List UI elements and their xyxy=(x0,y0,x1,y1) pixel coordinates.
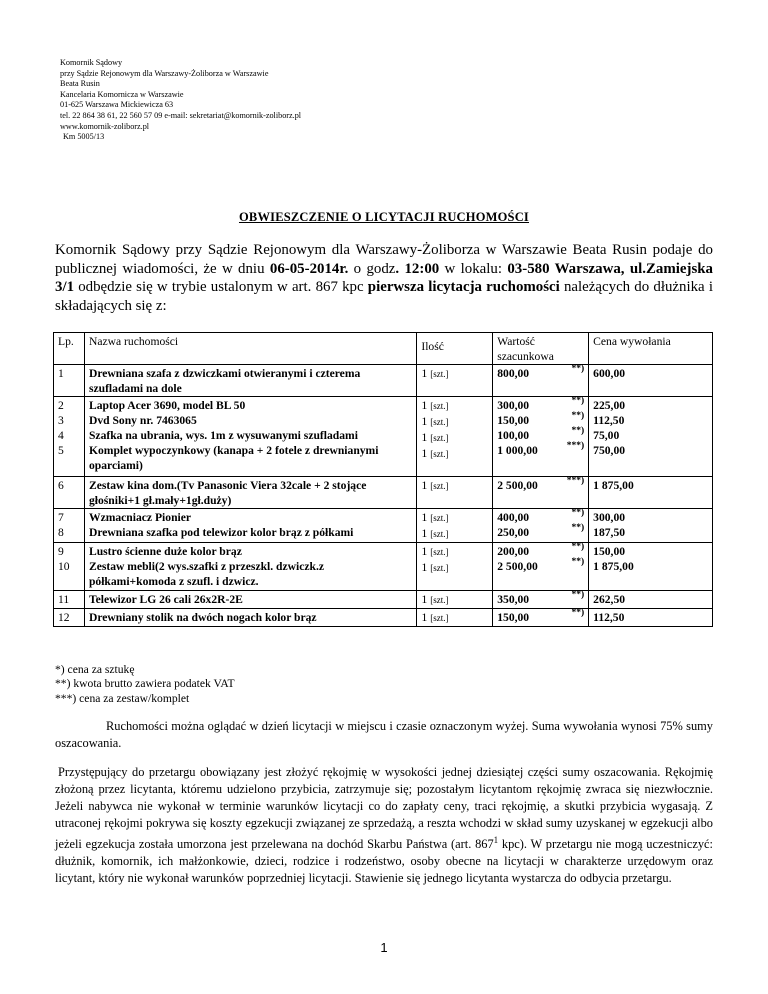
cell-price xyxy=(589,365,713,397)
quantity-unit: [szt.] xyxy=(430,417,449,427)
letterhead-line: 01-625 Warszawa Mickiewicza 63 xyxy=(60,100,174,110)
item-lp: 9 xyxy=(58,545,64,558)
quantity-unit: [szt.] xyxy=(430,369,449,379)
item-name: Lustro ścienne duże kolor brąz xyxy=(88,545,242,558)
item-lp: 7 xyxy=(58,511,64,524)
item-quantity xyxy=(421,510,488,526)
cell-qty xyxy=(417,365,493,397)
deposit-paragraph xyxy=(55,764,713,887)
cell-qty xyxy=(417,543,493,591)
cell-price xyxy=(589,397,713,477)
vat-marker: **) xyxy=(571,523,585,533)
quantity-number: 1 xyxy=(421,446,428,460)
cell-value xyxy=(493,397,589,477)
table-row xyxy=(54,397,713,477)
deposit-text: kpc). W przetargu nie mogą uczestniczyć: dłużnik, komornik, ich małżonkowie, dzieci, rodzice i rodzeństwo, osoby obecne na licytacji w charakterze urzędowym oraz licytant, który nie wykonał warunków poprzedniej licytacji. Stawienie się jednego licytanta wystarcza do odbycia przetargu. xyxy=(55,837,713,886)
quantity-unit: [szt.] xyxy=(430,401,449,411)
header-name: Nazwa ruchomości xyxy=(84,333,416,365)
vat-marker: **) xyxy=(571,426,585,436)
item-value xyxy=(497,610,584,625)
vat-marker: ***) xyxy=(566,476,585,486)
vat-marker: **) xyxy=(571,590,585,600)
auction-address: 03-580 Warszawa, ul.Zamiejska 3/1 xyxy=(55,260,714,295)
value-amount: 400,00 xyxy=(497,511,530,524)
cell-lp xyxy=(54,609,85,627)
item-lp: 3 xyxy=(58,414,64,427)
deposit-text: Przystępujący do przetargu obowiązany jest złożyć rękojmię w wysokości jednej dziesiątej części sumy oszacowania. Rękojmię złożoną przez licytanta, któremu udzielono przybicia, zatrzymuje się; pozostałym licytantom rękojmię zwraca się niezwłocznie. Jeżeli nabywca nie wykonał w terminie warunków licytacji co do zapłaty ceny, traci rękojmię, a skutki przybicia wygasają. Z utraconej rękojmi pokrywa się koszty egzekucji związanej ze sprzedażą, a reszta wchodzi w skład sumy uzyskanej w egzekucji albo jeżeli egzekucja została umorzona jest przelewana na dochód Skarbu Państwa (art. 867 xyxy=(55,765,713,852)
table-row xyxy=(54,543,713,591)
letterhead-line: przy Sądzie Rejonowym dla Warszawy-Żoliborza w Warszawie xyxy=(60,68,269,78)
value-amount: 1 000,00 xyxy=(497,444,538,457)
auction-type: pierwsza licytacja ruchomości xyxy=(367,279,560,295)
quantity-number: 1 xyxy=(421,592,428,606)
intro-text: należących do dłużnika i składających się z: xyxy=(55,279,713,314)
item-name: Wzmacniacz Pionier xyxy=(88,511,192,524)
cell-value xyxy=(493,543,589,591)
table-row xyxy=(54,609,713,627)
quantity-number: 1 xyxy=(421,526,428,540)
intro-text: Komornik Sądowy przy Sądzie Rejonowym dla Warszawy-Żoliborza w Warszawie Beata Rusin podaje do publicznej wiadomości, że w dniu xyxy=(55,242,713,277)
item-price: 75,00 xyxy=(593,429,620,442)
item-price: 262,50 xyxy=(593,593,626,606)
article-superscript: 1 xyxy=(493,835,499,845)
value-amount: 150,00 xyxy=(497,414,530,427)
case-number: Km 5005/13 xyxy=(63,132,105,142)
quantity-number: 1 xyxy=(421,398,428,412)
vat-marker: **) xyxy=(571,396,585,406)
vat-marker: **) xyxy=(571,608,585,618)
item-quantity xyxy=(421,478,488,508)
item-quantity xyxy=(421,414,488,430)
cell-price xyxy=(589,609,713,627)
item-name: Szafka na ubrania, wys. 1m z wysuwanymi szufladami xyxy=(88,429,358,442)
quantity-unit: [szt.] xyxy=(430,595,449,605)
letterhead-line: www.komornik-zoliborz.pl xyxy=(60,121,150,131)
quantity-unit: [szt.] xyxy=(430,547,449,557)
item-quantity xyxy=(421,398,488,414)
cell-price xyxy=(589,591,713,609)
item-name: Zestaw mebli(2 wys.szafki z przeszkl. dzwiczk.z półkami+komoda z szufl. i dzwicz. xyxy=(88,560,325,588)
quantity-unit: [szt.] xyxy=(430,563,449,573)
intro-text: w lokalu: xyxy=(439,260,508,277)
item-price: 300,00 xyxy=(593,511,626,524)
cell-name xyxy=(84,477,416,509)
item-lp: 8 xyxy=(58,526,64,539)
cell-price xyxy=(589,509,713,543)
value-amount: 200,00 xyxy=(497,545,530,558)
quantity-unit: [szt.] xyxy=(430,513,449,523)
cell-name xyxy=(84,397,416,477)
intro-paragraph xyxy=(55,241,713,315)
item-value xyxy=(497,525,584,540)
item-quantity xyxy=(421,544,488,560)
item-price: 750,00 xyxy=(593,444,626,457)
cell-value xyxy=(493,509,589,543)
item-lp: 4 xyxy=(58,429,64,442)
item-price: 150,00 xyxy=(593,545,626,558)
cell-lp xyxy=(54,477,85,509)
letterhead-line: tel. 22 864 38 61, 22 560 57 09 e-mail: sekretariat@komornik-zoliborz.pl xyxy=(60,110,302,120)
item-quantity xyxy=(421,560,488,590)
quantity-unit: [szt.] xyxy=(430,433,449,443)
table-header-row xyxy=(54,333,713,365)
vat-marker: ***) xyxy=(566,441,585,451)
value-amount: 2 500,00 xyxy=(497,560,538,573)
vat-marker: **) xyxy=(571,364,585,374)
item-lp: 2 xyxy=(58,399,64,412)
page-number: 1 xyxy=(380,940,388,955)
item-quantity xyxy=(421,430,488,446)
item-value xyxy=(497,443,584,473)
letterhead xyxy=(60,58,301,143)
header-value: Wartość szacunkowa xyxy=(493,333,589,365)
item-lp: 6 xyxy=(58,479,64,492)
item-value xyxy=(497,366,584,396)
letterhead-line: Komornik Sądowy xyxy=(60,58,123,67)
cell-qty xyxy=(417,397,493,477)
item-price: 112,50 xyxy=(593,611,625,624)
item-price: 187,50 xyxy=(593,526,626,539)
value-amount: 2 500,00 xyxy=(497,479,538,492)
quantity-unit: [szt.] xyxy=(430,449,449,459)
viewing-paragraph: Ruchomości można oglądać w dzień licytacji w miejscu i czasie oznaczonym wyżej. Suma wywołania wynosi 75% sumy oszacowania. xyxy=(55,719,713,750)
auction-date: 06-05-2014r. xyxy=(269,260,349,277)
value-amount: 300,00 xyxy=(497,399,530,412)
cell-qty xyxy=(417,609,493,627)
cell-lp xyxy=(54,543,85,591)
item-lp: 5 xyxy=(58,444,64,457)
cell-value xyxy=(493,365,589,397)
footnote: *) cena za sztukę xyxy=(55,663,135,676)
item-value xyxy=(497,559,584,589)
vat-marker: **) xyxy=(571,542,585,552)
quantity-number: 1 xyxy=(421,366,428,380)
value-amount: 150,00 xyxy=(497,611,530,624)
quantity-number: 1 xyxy=(421,414,428,428)
cell-qty xyxy=(417,477,493,509)
item-lp: 1 xyxy=(58,367,64,380)
item-price: 1 875,00 xyxy=(593,560,634,573)
cell-lp xyxy=(54,509,85,543)
table-row xyxy=(54,591,713,609)
item-lp: 12 xyxy=(58,611,70,624)
cell-lp xyxy=(54,365,85,397)
cell-qty xyxy=(417,509,493,543)
item-price: 112,50 xyxy=(593,414,625,427)
item-price: 600,00 xyxy=(593,367,626,380)
cell-price xyxy=(589,543,713,591)
vat-marker: **) xyxy=(571,411,585,421)
cell-name xyxy=(84,591,416,609)
quantity-unit: [szt.] xyxy=(430,529,449,539)
item-quantity xyxy=(421,526,488,542)
cell-name xyxy=(84,365,416,397)
item-price: 1 875,00 xyxy=(593,479,634,492)
footnote: **) kwota brutto zawiera podatek VAT xyxy=(55,677,235,691)
cell-price xyxy=(589,477,713,509)
intro-text: o godz xyxy=(348,260,396,277)
item-lp: 11 xyxy=(58,593,70,606)
quantity-number: 1 xyxy=(421,478,428,492)
header-lp: Lp. xyxy=(54,333,85,365)
quantity-unit: [szt.] xyxy=(430,613,449,623)
letterhead-line: Kancelaria Komornicza w Warszawie xyxy=(60,89,184,99)
quantity-number: 1 xyxy=(421,560,428,574)
letterhead-line: Beata Rusin xyxy=(60,79,100,89)
item-name: Dvd Sony nr. 7463065 xyxy=(88,414,197,427)
footnote: ***) cena za zestaw/komplet xyxy=(55,691,190,705)
vat-marker: **) xyxy=(571,557,585,567)
quantity-number: 1 xyxy=(421,610,428,624)
cell-name xyxy=(84,609,416,627)
item-quantity xyxy=(421,366,488,396)
quantity-unit: [szt.] xyxy=(430,481,449,491)
footnotes xyxy=(55,663,235,706)
item-name: Laptop Acer 3690, model BL 50 xyxy=(88,399,246,412)
value-amount: 800,00 xyxy=(497,367,530,380)
item-name: Drewniana szafka pod telewizor kolor brąz z półkami xyxy=(88,526,354,539)
table-row xyxy=(54,477,713,509)
item-quantity xyxy=(421,610,488,626)
item-name: Komplet wypoczynkowy (kanapa + 2 fotele z drewnianymi oparciami) xyxy=(88,444,379,472)
items-body xyxy=(54,365,713,627)
item-value xyxy=(497,478,584,508)
item-quantity xyxy=(421,592,488,608)
cell-value xyxy=(493,477,589,509)
document-title: OBWIESZCZENIE O LICYTACJI RUCHOMOŚCI xyxy=(238,210,529,224)
cell-qty xyxy=(417,591,493,609)
item-lp: 10 xyxy=(58,560,70,573)
quantity-number: 1 xyxy=(421,430,428,444)
item-value xyxy=(497,592,584,607)
cell-name xyxy=(84,543,416,591)
auction-time: . 12:00 xyxy=(395,260,440,277)
table-row xyxy=(54,509,713,543)
table-row xyxy=(54,365,713,397)
item-name: Telewizor LG 26 cali 26x2R-2E xyxy=(88,593,243,606)
intro-text: odbędzie się w trybie ustalonym w art. 867 kpc xyxy=(74,279,368,295)
value-amount: 350,00 xyxy=(497,593,530,606)
item-name: Zestaw kina dom.(Tv Panasonic Viera 32cale + 2 stojące głośniki+1 gł.mały+1gł.duży) xyxy=(88,479,367,507)
items-table xyxy=(53,332,713,627)
item-price: 225,00 xyxy=(593,399,626,412)
value-amount: 250,00 xyxy=(497,526,530,539)
quantity-number: 1 xyxy=(421,510,428,524)
value-amount: 100,00 xyxy=(497,429,530,442)
cell-name xyxy=(84,509,416,543)
header-qty: Ilość xyxy=(417,333,493,365)
cell-lp xyxy=(54,397,85,477)
item-name: Drewniana szafa z dzwiczkami otwieranymi i czterema szufladami na dole xyxy=(88,367,361,395)
item-quantity xyxy=(421,446,488,476)
header-price: Cena wywołania xyxy=(589,333,713,365)
quantity-number: 1 xyxy=(421,544,428,558)
vat-marker: **) xyxy=(571,508,585,518)
cell-lp xyxy=(54,591,85,609)
cell-value xyxy=(493,609,589,627)
item-name: Drewniany stolik na dwóch nogach kolor brąz xyxy=(88,611,317,624)
